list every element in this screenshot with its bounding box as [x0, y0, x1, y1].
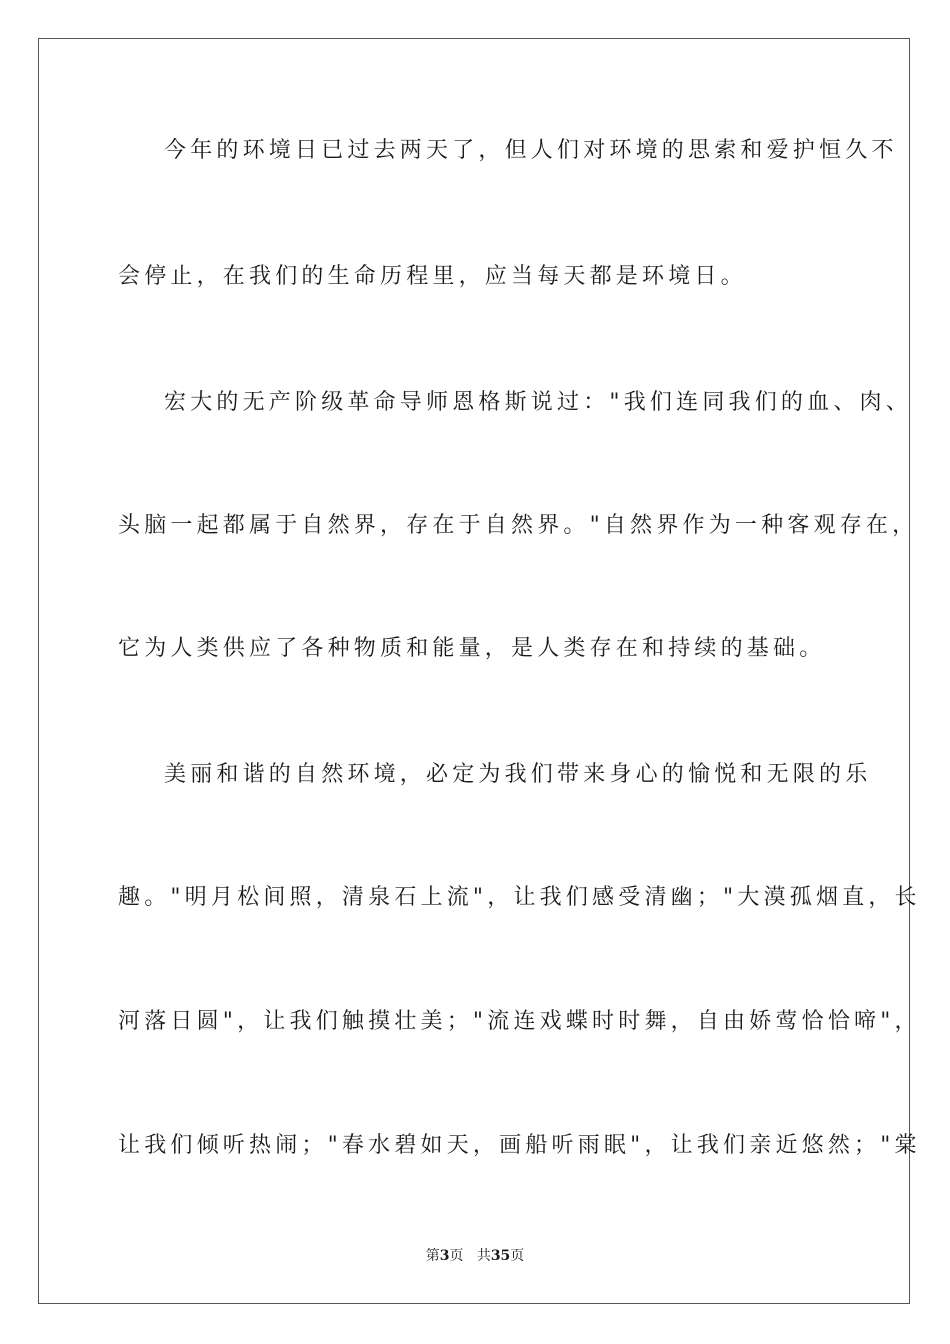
paragraph-3-line-2: 趣。"明月松间照，清泉石上流"，让我们感受清幽；"大漠孤烟直，长 — [118, 885, 921, 910]
paragraph-2-line-3: 它为人类供应了各种物质和能量，是人类存在和持续的基础。 — [118, 636, 826, 661]
total-suffix: 页 — [510, 1248, 525, 1264]
paragraph-3-line-3: 河落日圆"，让我们触摸壮美；"流连戏蝶时时舞，自由娇莺恰恰啼"， — [118, 1009, 921, 1034]
page-prefix: 第 — [425, 1248, 440, 1264]
paragraph-3-line-4: 让我们倾听热闹；"春水碧如天，画船听雨眠"，让我们亲近悠然；"棠 — [118, 1133, 921, 1158]
paragraph-3-line-1: 美丽和谐的自然环境，必定为我们带来身心的愉悦和无限的乐 — [164, 762, 872, 787]
total-prefix: 共 — [476, 1248, 491, 1264]
total-pages: 35 — [490, 1248, 511, 1264]
paragraph-1-line-2: 会停止，在我们的生命历程里，应当每天都是环境日。 — [118, 264, 747, 289]
page-suffix: 页 — [449, 1248, 464, 1264]
page-number: 3 — [439, 1248, 450, 1264]
page-footer — [0, 1247, 950, 1265]
page-border — [38, 38, 921, 1304]
paragraph-1-line-1: 今年的环境日已过去两天了，但人们对环境的思索和爱护恒久不 — [164, 138, 898, 163]
paragraph-2-line-2: 头脑一起都属于自然界，存在于自然界。"自然界作为一种客观存在， — [118, 513, 919, 538]
paragraph-2-line-1: 宏大的无产阶级革命导师恩格斯说过："我们连同我们的血、肉、 — [164, 390, 912, 415]
